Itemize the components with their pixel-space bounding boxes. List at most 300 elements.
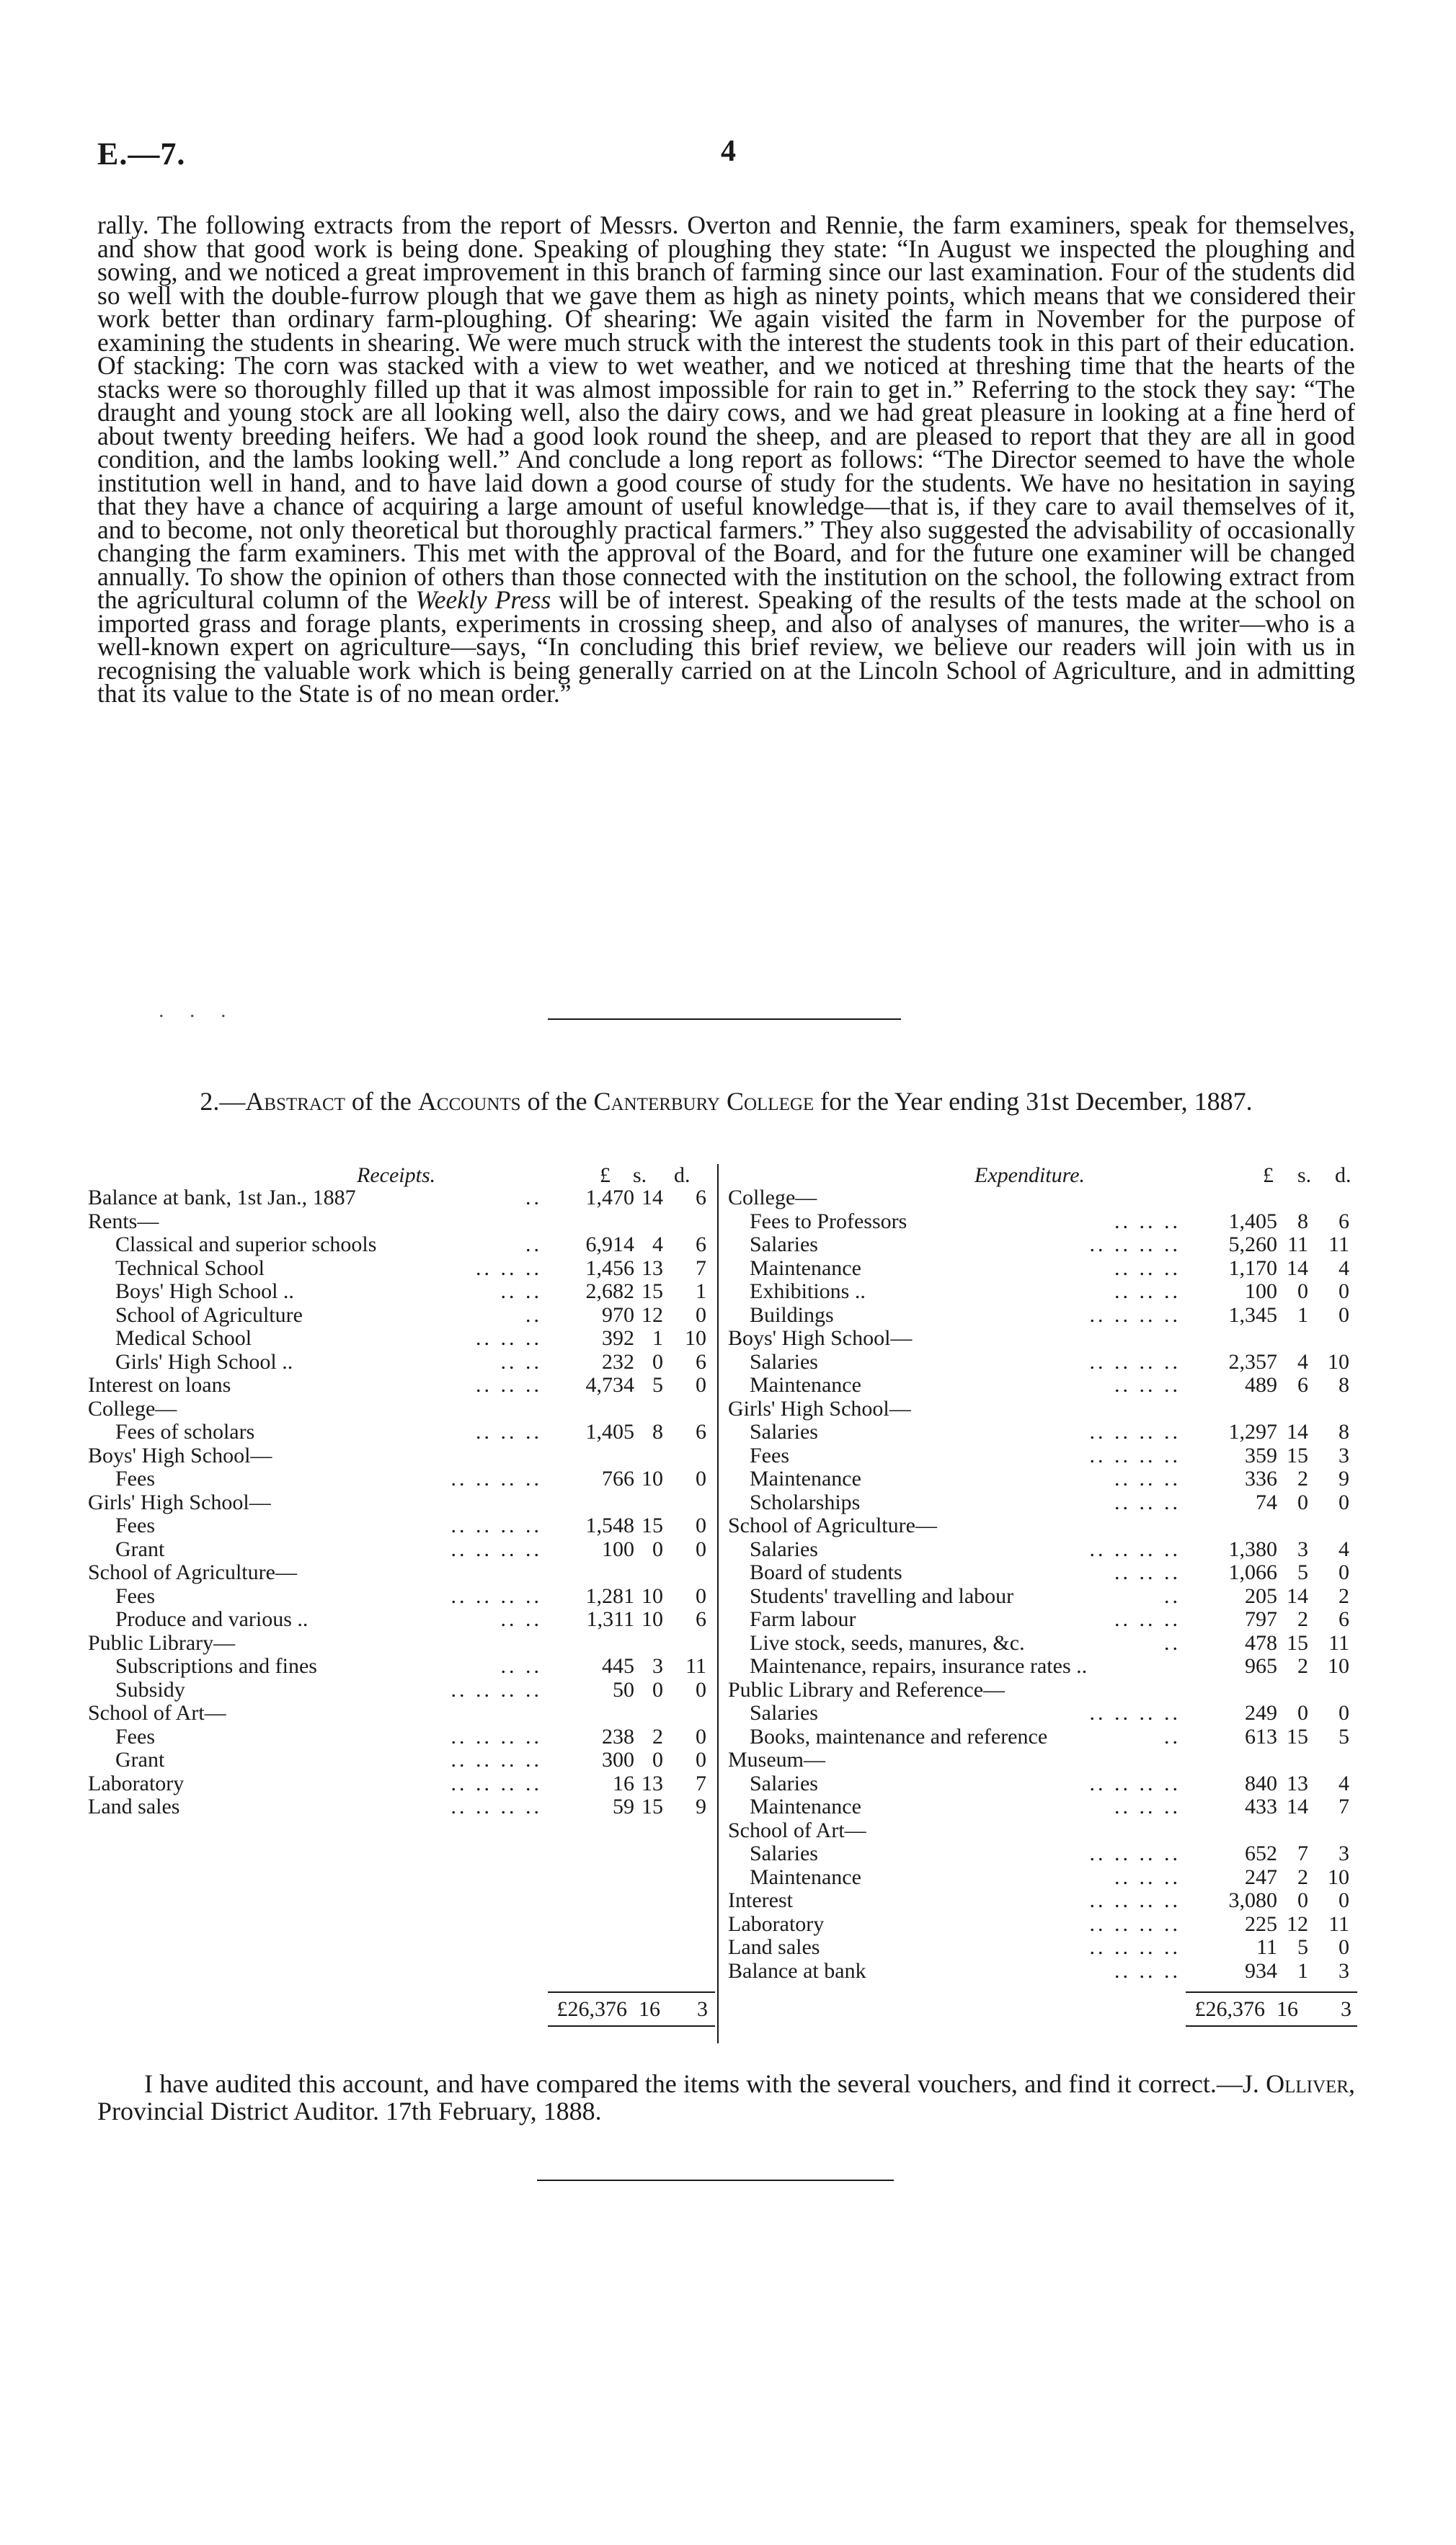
- amount-pence: 0: [1339, 1302, 1349, 1327]
- ledger-item-label: Girls' High School—: [88, 1490, 271, 1514]
- amount-shillings: 2: [1297, 1607, 1308, 1631]
- ledger-row: [728, 1210, 1362, 1234]
- ledger-row: [728, 1819, 1362, 1843]
- ledger-row: [88, 1795, 715, 1819]
- ledger-item-label: School of Agriculture—: [728, 1514, 937, 1537]
- ledger-item-label: Grant: [115, 1748, 165, 1772]
- amount-pence: 9: [1339, 1467, 1349, 1491]
- ledger-row: [728, 1257, 1362, 1281]
- amount-pence: 3: [1339, 1443, 1349, 1467]
- amount-shillings: 6: [1297, 1373, 1308, 1397]
- ledger-item-label: Live stock, seeds, manures, &c.: [750, 1630, 1025, 1655]
- leader-dots: .. .. .. ..: [450, 1748, 542, 1772]
- leader-dots: .. .. .. ..: [450, 1584, 542, 1608]
- amount-pounds: 4,734: [585, 1373, 634, 1397]
- ledger-row: [88, 1327, 715, 1351]
- amount-pounds: 6,914: [585, 1232, 634, 1256]
- amount-pounds: 232: [602, 1349, 634, 1374]
- ledger-row: [728, 1655, 1362, 1679]
- amount-pence: 11: [1328, 1630, 1349, 1655]
- amount-pence: 10: [1328, 1654, 1349, 1678]
- ledger-row: [728, 1842, 1362, 1866]
- amount-shillings: 15: [642, 1514, 663, 1537]
- amount-pence: 4: [1339, 1256, 1349, 1280]
- ledger-item-label: Salaries: [750, 1349, 818, 1374]
- amount-pence: 7: [1339, 1795, 1349, 1818]
- amount-shillings: 8: [652, 1420, 663, 1444]
- ledger-row: [88, 1608, 715, 1632]
- leader-dots: .. .. ..: [1114, 1607, 1181, 1631]
- ledger-item-label: Fees: [115, 1514, 155, 1537]
- amount-shillings: 2: [1297, 1865, 1308, 1889]
- receipts-total-pence: 3: [697, 1997, 708, 2021]
- leader-dots: .. .. .. ..: [450, 1677, 542, 1702]
- expenditure-total-shillings: 16: [1277, 1997, 1298, 2021]
- amount-pounds: 2,682: [585, 1279, 634, 1303]
- amount-pounds: 1,405: [1228, 1209, 1277, 1233]
- ledger-item-label: Salaries: [750, 1771, 818, 1795]
- ledger-row: [728, 1866, 1362, 1890]
- leader-dots: .. .. .. ..: [450, 1724, 542, 1749]
- expenditure-unit-pence: d.: [1335, 1163, 1351, 1187]
- ledger-item-label: Interest: [728, 1888, 793, 1912]
- leader-dots: ..: [525, 1186, 542, 1209]
- ledger-row: [88, 1655, 715, 1679]
- leader-dots: .. .. .. ..: [450, 1771, 542, 1795]
- ledger-item-label: Salaries: [750, 1842, 818, 1865]
- amount-shillings: 5: [1297, 1935, 1308, 1959]
- leader-dots: ..: [525, 1232, 542, 1256]
- amount-pence: 4: [1339, 1771, 1349, 1795]
- leader-dots: .. .. ..: [476, 1256, 542, 1280]
- ledger-row: [88, 1398, 715, 1421]
- amount-pence: 6: [696, 1349, 706, 1374]
- ledger-row: [728, 1491, 1362, 1515]
- ledger-item-label: Balance at bank: [728, 1958, 866, 1983]
- leader-dots: .. .. ..: [1114, 1256, 1181, 1280]
- amount-pence: 10: [1328, 1349, 1349, 1374]
- publication-title: Weekly Press: [415, 585, 551, 614]
- leader-dots: ..: [1164, 1630, 1181, 1655]
- ledger-row: [728, 1585, 1362, 1609]
- ledger-item-label: Maintenance: [750, 1795, 861, 1818]
- leader-dots: .. .. ..: [476, 1420, 542, 1444]
- receipts-total-rule-lower: [548, 2025, 715, 2027]
- leader-dots: .. .. .. ..: [1089, 1842, 1181, 1865]
- leader-dots: .. .. .. ..: [450, 1537, 542, 1561]
- amount-shillings: 0: [1297, 1490, 1308, 1514]
- ledger-item-label: Land sales: [728, 1935, 820, 1959]
- amount-pence: 11: [1328, 1232, 1349, 1256]
- receipts-table: [88, 1186, 715, 1819]
- amount-shillings: 12: [642, 1302, 663, 1327]
- ledger-item-label: College—: [88, 1396, 177, 1421]
- amount-pence: 0: [1339, 1888, 1349, 1912]
- ledger-item-label: Fees to Professors: [750, 1209, 907, 1233]
- amount-shillings: 0: [652, 1349, 663, 1374]
- amount-pounds: 16: [613, 1771, 634, 1795]
- leader-dots: .. .. .. ..: [1089, 1232, 1181, 1256]
- amount-pounds: 1,456: [585, 1256, 634, 1280]
- amount-shillings: 7: [1297, 1842, 1308, 1865]
- amount-shillings: 15: [642, 1795, 663, 1818]
- amount-pence: 3: [1339, 1842, 1349, 1865]
- ledger-item-label: Medical School: [115, 1326, 252, 1350]
- ledger-row: [88, 1632, 715, 1656]
- leader-dots: .. .. .. ..: [1089, 1701, 1181, 1725]
- amount-pounds: 1,470: [585, 1186, 634, 1209]
- ledger-row: [728, 1233, 1362, 1257]
- ledger-row: [88, 1538, 715, 1562]
- column-divider: [717, 1164, 719, 2043]
- ledger-row: [88, 1186, 715, 1210]
- leader-dots: .. ..: [500, 1349, 542, 1374]
- amount-shillings: 3: [1297, 1537, 1308, 1561]
- ledger-item-label: Maintenance: [750, 1256, 861, 1280]
- amount-pence: 6: [696, 1186, 706, 1209]
- receipts-total-shillings: 16: [639, 1997, 660, 2021]
- abstract-number: 2.—: [200, 1087, 246, 1116]
- ledger-row: [728, 1561, 1362, 1585]
- amount-shillings: 10: [642, 1607, 663, 1631]
- ledger-item-label: Maintenance: [750, 1865, 861, 1889]
- auditor-name: Olliver: [1266, 2069, 1349, 2098]
- amount-pence: 0: [1339, 1560, 1349, 1584]
- ledger-row: [88, 1257, 715, 1281]
- amount-pounds: 11: [1256, 1935, 1277, 1959]
- amount-pounds: 613: [1245, 1724, 1277, 1749]
- ledger-row: [728, 1702, 1362, 1725]
- amount-shillings: 14: [1287, 1420, 1308, 1444]
- audit-text: I have audited this account, and have compared the items with the several vouchers, and find it correct.—J.: [144, 2069, 1259, 2098]
- ledger-item-label: School of Art—: [728, 1818, 866, 1842]
- ledger-item-label: Maintenance, repairs, insurance rates ..: [750, 1654, 1088, 1678]
- amount-pounds: 74: [1256, 1490, 1277, 1514]
- amount-pounds: 934: [1245, 1958, 1277, 1983]
- body-text-end: will be of interest. Speaking of the results of the tests made at the school on imported grass and forage plants, experiments in crossing sheep, and also of analyses of manures, the writer—who is a well-known expert on agriculture—says, “In concluding this brief review, we believe our readers will join with us in recognising the valuable work which is being generally carried on at the Lincoln School of Agriculture, and in admitting that its value to the State is of no mean order.”: [97, 585, 1355, 708]
- amount-pounds: 100: [602, 1537, 634, 1561]
- leader-dots: .. .. ..: [1114, 1560, 1181, 1584]
- amount-pounds: 970: [602, 1302, 634, 1327]
- ledger-item-label: Fees: [115, 1584, 155, 1608]
- ledger-row: [88, 1374, 715, 1398]
- amount-shillings: 0: [652, 1537, 663, 1561]
- ledger-item-label: Subsidy: [115, 1677, 185, 1702]
- amount-shillings: 10: [642, 1467, 663, 1491]
- ledger-row: [88, 1304, 715, 1328]
- amount-pence: 0: [696, 1302, 706, 1327]
- amount-pounds: 766: [602, 1467, 634, 1491]
- amount-pounds: 797: [1245, 1607, 1277, 1631]
- amount-pence: 0: [696, 1748, 706, 1772]
- ledger-row: [728, 1444, 1362, 1468]
- amount-pence: 0: [696, 1373, 706, 1397]
- amount-shillings: 13: [642, 1771, 663, 1795]
- abstract-institution: Canterbury College: [593, 1087, 814, 1116]
- ledger-item-label: Boys' High School—: [88, 1443, 272, 1467]
- expenditure-unit-shillings: s.: [1297, 1163, 1312, 1187]
- amount-pence: 6: [1339, 1607, 1349, 1631]
- ledger-item-label: Laboratory: [728, 1911, 825, 1936]
- ledger-row: [728, 1960, 1362, 1984]
- amount-pence: 4: [1339, 1537, 1349, 1561]
- amount-pounds: 225: [1245, 1911, 1277, 1936]
- body-paragraph: [97, 210, 1355, 708]
- audit-statement: [97, 2070, 1355, 2125]
- amount-shillings: 14: [1287, 1584, 1308, 1608]
- receipts-unit-pounds: £: [600, 1163, 611, 1187]
- amount-pence: 10: [685, 1326, 706, 1350]
- amount-shillings: 1: [652, 1326, 663, 1350]
- ledger-item-label: Classical and superior schools: [115, 1232, 377, 1256]
- receipts-unit-pence: d.: [674, 1163, 691, 1187]
- ledger-item-label: Boys' High School ..: [115, 1279, 294, 1303]
- ledger-item-label: Fees of scholars: [115, 1420, 255, 1444]
- amount-pounds: 3,080: [1228, 1888, 1277, 1912]
- leader-dots: .. ..: [500, 1279, 542, 1303]
- leader-dots: .. ..: [500, 1607, 542, 1631]
- amount-pounds: 5,260: [1228, 1232, 1277, 1256]
- leader-dots: .. .. .. ..: [450, 1514, 542, 1537]
- ledger-row: [728, 1795, 1362, 1819]
- amount-pence: 8: [1339, 1373, 1349, 1397]
- leader-dots: .. .. .. ..: [1089, 1888, 1181, 1912]
- ledger-item-label: Fees: [115, 1724, 155, 1749]
- leader-dots: .. .. ..: [1114, 1490, 1181, 1514]
- ledger-row: [88, 1351, 715, 1374]
- amount-shillings: 3: [652, 1654, 663, 1678]
- ledger-row: [88, 1725, 715, 1749]
- amount-pence: 0: [696, 1584, 706, 1608]
- amount-pence: 0: [696, 1677, 706, 1702]
- leader-dots: .. .. ..: [1114, 1795, 1181, 1818]
- amount-shillings: 1: [1297, 1958, 1308, 1983]
- amount-pence: 0: [696, 1724, 706, 1749]
- document-reference: E.—7.: [97, 136, 186, 172]
- ledger-item-label: Public Library and Reference—: [728, 1677, 1006, 1702]
- amount-pence: 6: [1339, 1209, 1349, 1233]
- leader-dots: .. ..: [500, 1654, 542, 1678]
- amount-pence: 0: [1339, 1701, 1349, 1725]
- abstract-title: [97, 1088, 1355, 1114]
- amount-shillings: 13: [1287, 1771, 1308, 1795]
- audit-text-end: , Provincial District Auditor. 17th February, 1888.: [97, 2069, 1356, 2126]
- ledger-item-label: Fees: [750, 1443, 789, 1467]
- leader-dots: .. .. .. ..: [450, 1795, 542, 1818]
- amount-pounds: 965: [1245, 1654, 1277, 1678]
- ledger-item-label: Buildings: [750, 1302, 834, 1327]
- amount-pounds: 652: [1245, 1842, 1277, 1865]
- amount-pence: 9: [696, 1795, 706, 1818]
- ledger-row: [728, 1632, 1362, 1656]
- amount-shillings: 4: [652, 1232, 663, 1256]
- ledger-row: [728, 1304, 1362, 1328]
- amount-pence: 0: [1339, 1490, 1349, 1514]
- amount-pounds: 1,170: [1228, 1256, 1277, 1280]
- amount-pence: 1: [696, 1279, 706, 1303]
- amount-pounds: 359: [1245, 1443, 1277, 1467]
- closing-divider: [537, 2180, 894, 2181]
- amount-shillings: 12: [1287, 1911, 1308, 1936]
- ledger-row: [728, 1374, 1362, 1398]
- amount-pence: 2: [1339, 1584, 1349, 1608]
- amount-pounds: 59: [613, 1795, 634, 1818]
- ledger-item-label: Interest on loans: [88, 1373, 231, 1397]
- ledger-item-label: Subscriptions and fines: [115, 1654, 317, 1678]
- ledger-row: [88, 1210, 715, 1234]
- amount-shillings: 4: [1297, 1349, 1308, 1374]
- ledger-item-label: Students' travelling and labour: [750, 1584, 1014, 1608]
- ledger-row: [728, 1608, 1362, 1632]
- expenditure-table: [728, 1186, 1362, 1983]
- expenditure-total-rule: [1186, 1991, 1357, 1993]
- amount-pounds: 238: [602, 1724, 634, 1749]
- leader-dots: .. .. .. ..: [1089, 1443, 1181, 1467]
- leader-dots: .. .. ..: [1114, 1209, 1181, 1233]
- leader-dots: .. .. .. ..: [1089, 1911, 1181, 1936]
- amount-pence: 7: [696, 1771, 706, 1795]
- amount-shillings: 10: [642, 1584, 663, 1608]
- ledger-item-label: Technical School: [115, 1256, 265, 1280]
- abstract-of: of the: [351, 1087, 412, 1116]
- expenditure-total-pounds: £26,376: [1194, 1997, 1265, 2021]
- expenditure-total-pence: 3: [1341, 1997, 1351, 2021]
- amount-shillings: 0: [1297, 1279, 1308, 1303]
- amount-shillings: 0: [1297, 1888, 1308, 1912]
- expenditure-total-rule-lower: [1186, 2025, 1357, 2027]
- ledger-item-label: Salaries: [750, 1420, 818, 1444]
- amount-pence: 6: [696, 1420, 706, 1444]
- page-number: 4: [721, 135, 736, 168]
- amount-pounds: 445: [602, 1654, 634, 1678]
- ledger-item-label: Farm labour: [750, 1607, 856, 1631]
- ledger-row: [728, 1679, 1362, 1702]
- ledger-item-label: Salaries: [750, 1232, 818, 1256]
- leader-dots: .. .. ..: [1114, 1279, 1181, 1303]
- abstract-of-2: of the: [527, 1087, 587, 1116]
- leader-dots: ..: [525, 1302, 542, 1327]
- ledger-item-label: Produce and various ..: [115, 1607, 308, 1631]
- amount-pence: 0: [696, 1537, 706, 1561]
- ledger-row: [728, 1913, 1362, 1937]
- amount-shillings: 2: [1297, 1654, 1308, 1678]
- amount-pounds: 100: [1245, 1279, 1277, 1303]
- amount-pounds: 249: [1245, 1701, 1277, 1725]
- ledger-row: [728, 1936, 1362, 1960]
- expenditure-unit-pounds: £: [1263, 1163, 1274, 1187]
- ledger-item-label: School of Agriculture: [115, 1302, 303, 1327]
- ledger-item-label: Exhibitions ..: [750, 1279, 866, 1303]
- amount-pounds: 392: [602, 1326, 634, 1350]
- ledger-item-label: Maintenance: [750, 1467, 861, 1491]
- amount-pence: 0: [696, 1514, 706, 1537]
- amount-pence: 7: [696, 1256, 706, 1280]
- amount-pounds: 1,311: [586, 1607, 634, 1631]
- leader-dots: .. .. .. ..: [1089, 1935, 1181, 1959]
- leader-dots: .. .. ..: [1114, 1865, 1181, 1889]
- ledger-item-label: Land sales: [88, 1795, 180, 1818]
- amount-shillings: 0: [652, 1677, 663, 1702]
- amount-pence: 8: [1339, 1420, 1349, 1444]
- amount-pence: 6: [696, 1607, 706, 1631]
- amount-pounds: 1,066: [1228, 1560, 1277, 1584]
- amount-shillings: 15: [1287, 1443, 1308, 1467]
- receipts-total-pounds: £26,376: [556, 1997, 627, 2021]
- ledger-row: [728, 1538, 1362, 1562]
- amount-pence: 5: [1339, 1724, 1349, 1749]
- ledger-item-label: Boys' High School—: [728, 1326, 913, 1350]
- ledger-item-label: Museum—: [728, 1748, 825, 1772]
- amount-pence: 11: [685, 1654, 706, 1678]
- amount-pounds: 336: [1245, 1467, 1277, 1491]
- ledger-row: [88, 1749, 715, 1772]
- ledger-item-label: Salaries: [750, 1537, 818, 1561]
- ledger-row: [728, 1421, 1362, 1444]
- amount-pounds: 489: [1245, 1373, 1277, 1397]
- amount-pounds: 300: [602, 1748, 634, 1772]
- leader-dots: .. .. .. ..: [1089, 1349, 1181, 1374]
- amount-shillings: 5: [1297, 1560, 1308, 1584]
- amount-shillings: 2: [652, 1724, 663, 1749]
- ledger-row: [88, 1772, 715, 1796]
- ledger-item-label: Salaries: [750, 1701, 818, 1725]
- amount-shillings: 2: [1297, 1467, 1308, 1491]
- ledger-row: [728, 1467, 1362, 1491]
- ledger-item-label: Board of students: [750, 1560, 902, 1584]
- amount-shillings: 0: [1297, 1701, 1308, 1725]
- amount-shillings: 14: [642, 1186, 663, 1209]
- body-text-main: rally. The following extracts from the report of Messrs. Overton and Rennie, the farm examiners, speak for themselves, and show that good work is being done. Speaking of ploughing they state: “In August we inspected the ploughing and sowing, and we noticed a great improvement in this branch of farming since our last examination. Four of the students did so well with the double-furrow plough that we gave them as high as ninety points, which means that we considered their work better than ordinary farm-ploughing. Of shearing: We again visited the farm in November for the purpose of examining the students in shearing. We were much struck with the interest the students took in this part of their education. Of stacking: The corn was stacked with a view to wet weather, and we noticed at threshing time that the hearts of the stacks were so thoroughly filled up that it was almost impossible for rain to get in.” Referring to the stock they say: “The draught and young stock are all looking well, also the dairy cows, and we had great pleasure in looking at a fine herd of about twenty breeding heifers. We had a good look round the sheep, and are pleased to report that they are all in good condition, and the lambs looking well.” And conclude a long report as follows: “The Director seemed to have the whole institution well in hand, and to have laid down a good course of study for the students. We have no hesitation in saying that they have a chance of acquiring a large amount of useful knowledge—that is, if they care to avail themselves of it, and to become, not only theoretical but thoroughly practical farmers.” They also suggested the advisability of occasionally changing the farm examiners. This met with the approval of the Board, and for the future one examiner will be changed annually. To show the opinion of others than those connected with the institution on the school, the following extract from the agricultural column of the: [97, 210, 1355, 614]
- ledger-row: [728, 1514, 1362, 1538]
- amount-pounds: 1,345: [1228, 1302, 1277, 1327]
- amount-pounds: 1,548: [585, 1514, 634, 1537]
- amount-pounds: 1,380: [1228, 1537, 1277, 1561]
- ledger-row: [88, 1514, 715, 1538]
- amount-shillings: 15: [642, 1279, 663, 1303]
- ledger-item-label: Girls' High School ..: [115, 1349, 293, 1374]
- amount-pounds: 1,297: [1228, 1420, 1277, 1444]
- leader-dots: .. .. .. ..: [1089, 1420, 1181, 1444]
- section-divider: [548, 1018, 901, 1020]
- ledger-row: [88, 1702, 715, 1725]
- ledger-row: [728, 1280, 1362, 1304]
- amount-pence: 0: [696, 1467, 706, 1491]
- ledger-item-label: Books, maintenance and reference: [750, 1724, 1048, 1749]
- amount-pounds: 433: [1245, 1795, 1277, 1818]
- ledger-row: [88, 1585, 715, 1609]
- amount-pence: 0: [1339, 1935, 1349, 1959]
- amount-shillings: 14: [1287, 1256, 1308, 1280]
- ledger-row: [88, 1679, 715, 1702]
- ledger-row: [728, 1351, 1362, 1374]
- leader-dots: .. .. .. ..: [450, 1467, 542, 1491]
- amount-shillings: 13: [642, 1256, 663, 1280]
- leader-dots: ..: [1164, 1724, 1181, 1749]
- amount-pounds: 840: [1245, 1771, 1277, 1795]
- ledger-row: [88, 1444, 715, 1468]
- amount-pence: 3: [1339, 1958, 1349, 1983]
- leader-dots: ..: [1164, 1584, 1181, 1608]
- leader-dots: .. .. ..: [476, 1326, 542, 1350]
- amount-shillings: 8: [1297, 1209, 1308, 1233]
- ledger-item-label: Grant: [115, 1537, 165, 1561]
- amount-pounds: 478: [1245, 1630, 1277, 1655]
- ledger-item-label: Balance at bank, 1st Jan., 1887: [88, 1186, 356, 1209]
- amount-pence: 10: [1328, 1865, 1349, 1889]
- ledger-item-label: School of Agriculture—: [88, 1560, 297, 1584]
- amount-shillings: 5: [652, 1373, 663, 1397]
- ledger-row: [728, 1398, 1362, 1421]
